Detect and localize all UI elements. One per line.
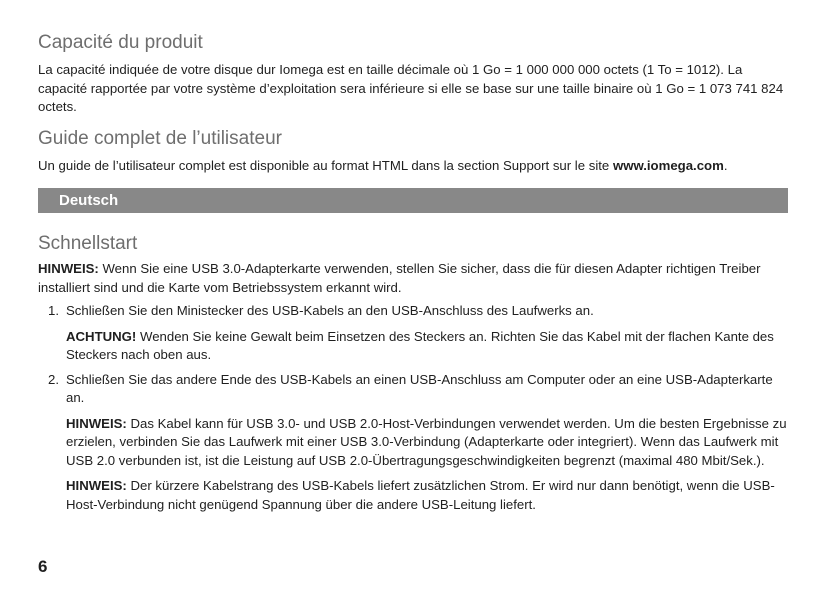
note-text: Das Kabel kann für USB 3.0- und USB 2.0-Host-Verbindungen verwendet werden. Um die besten Ergebnisse zu erzielen, verbinden Sie das Laufwerk mit einer USB 3.0-Verbindung (Adapterkarte oder integriert). Wenn das Laufwerk mit USB 2.0 verbunden ist, ist die Leistung auf USB 2.0-Übertragungsgeschwindigkeiten begrenzt (maximal 480 Mbit/Sek.). [66,415,787,468]
language-section-band: Deutsch [38,188,788,213]
caution-text: Wenden Sie keine Gewalt beim Einsetzen des Steckers an. Richten Sie das Kabel mit der flachen Kante des Steckers nach oben aus. [66,328,774,362]
manual-page [38,30,788,514]
step-number: 2. [48,371,59,387]
iomega-link[interactable]: www.iomega.com [612,157,724,173]
usb-speed-note [66,415,788,471]
caution-label: ACHTUNG! [66,328,137,344]
note-text: Wenn Sie eine USB 3.0-Adapterkarte verwenden, stellen Sie sicher, dass die für diesen Adapter richtigen Treiber installiert sind und die Karte vom Betriebssystem erkannt wird. [38,261,761,295]
power-cable-note [66,477,788,514]
page-number: 6 [38,557,48,576]
step-number: 1. [48,303,59,318]
step-text: Schließen Sie das andere Ende des USB-Kabels an einen USB-Anschluss am Computer oder an eine USB-Adapterkarte an. [66,371,773,405]
step-text: Schließen Sie den Ministecker des USB-Kabels an den USB-Anschluss des Laufwerks an. [66,303,594,318]
guide-end: . [723,157,728,173]
capacity-heading: Capacité du produit [38,32,203,53]
guide-paragraph [38,157,788,176]
note-label: HINWEIS: [66,478,127,493]
guide-heading: Guide complet de l’utilisateur [38,127,282,149]
capacity-text: La capacité indiquée de votre disque dur Iomega est en taille décimale où 1 Go = 1 000 000 000 octets (1 To = 1012). La capacité rapportée par votre système d’exploitation sera inférieure si elle se base sur une taille binaire où 1 Go = 1 073 741 824 octets. [38,62,784,114]
caution-note [66,328,788,365]
note-text: Der kürzere Kabelstrang des USB-Kabels liefert zusätzlichen Strom. Er wird nur dann benötigt, wenn die USB-Host-Verbindung nicht genügend Spannung über die andere USB-Leitung liefert. [66,478,775,512]
guide-text: Un guide de l’utilisateur complet est disponible au format HTML dans la section Support sur le site [38,157,613,173]
usb-adapter-note [38,260,788,297]
note-label: HINWEIS: [38,261,99,276]
step-item [38,371,788,515]
steps-list [38,302,788,514]
quickstart-heading: Schnellstart [38,233,138,254]
step-item [38,302,788,365]
note-label: HINWEIS: [66,415,127,431]
